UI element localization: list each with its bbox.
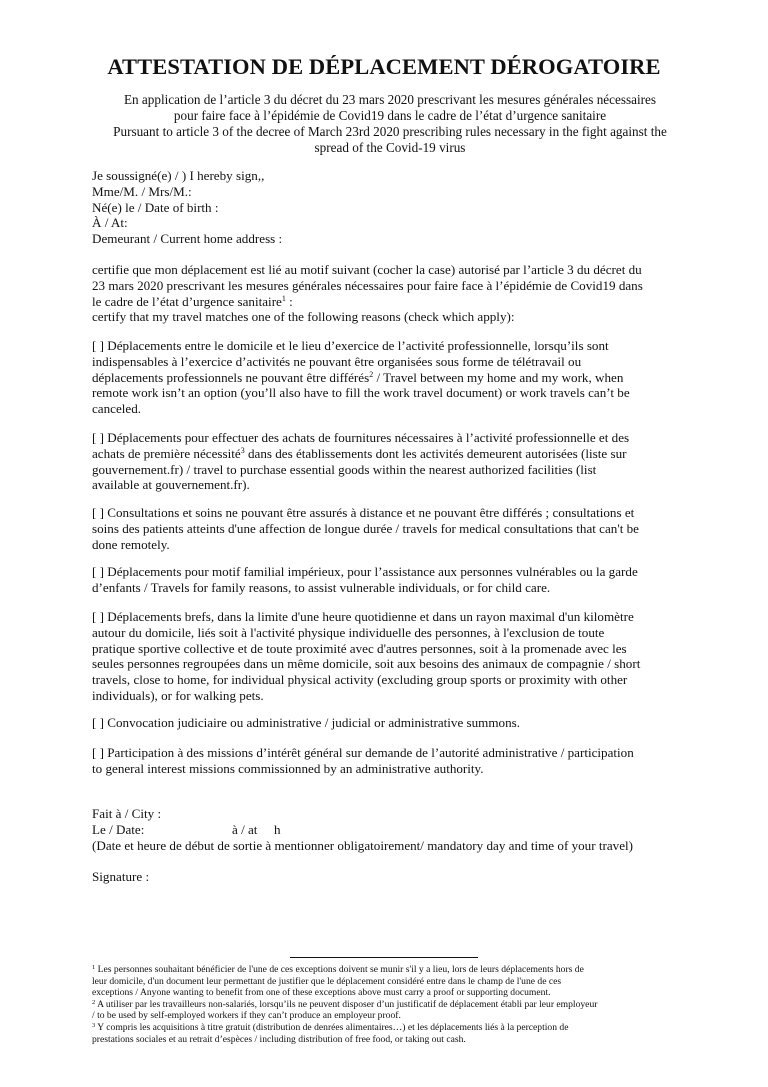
reason-text: done remotely. — [92, 536, 170, 552]
reason-text: Déplacements entre le domicile et le lieu d’exercice de l’activité professionnelle, lorsqu’ils sont — [104, 338, 609, 353]
reason-checkbox[interactable]: [ ] — [92, 564, 104, 579]
birth-place-field[interactable]: À / At: — [92, 215, 128, 231]
certify-line: certifie que mon déplacement est lié au motif suivant (cocher la case) autorisé par l’article 3 du décret du — [92, 262, 642, 277]
reason-text: individuals), or for walking pets. — [92, 687, 264, 703]
time-field[interactable]: à / at — [232, 821, 258, 837]
reason-text: seules personnes regroupées dans un même domicile, soit aux besoins des animaux de compagnie / short — [92, 656, 641, 672]
date-field[interactable]: Le / Date: — [92, 821, 145, 837]
reason-text: canceled. — [92, 401, 142, 417]
identity-block — [92, 168, 688, 247]
reason-checkbox[interactable]: [ ] — [92, 505, 104, 520]
name-field[interactable]: Mme/M. / Mrs/M.: — [92, 183, 192, 199]
intro-line: Pursuant to article 3 of the decree of March 23rd 2020 prescribing rules necessary in the fight against the — [113, 124, 667, 139]
footnote-text: leur domicile, d'un document leur permettant de justifier que le déplacement considéré entre dans le champ de l'une de ces — [92, 975, 562, 987]
reason-text: soins des patients atteints d'une affection de longue durée / travels for medical consultations that can't be — [92, 520, 639, 536]
footnote-marker: 1 — [92, 964, 96, 971]
certify-line: 23 mars 2020 prescrivant les mesures générales nécessaires pour faire face à l’épidémie de Covid19 dans — [92, 277, 643, 293]
reason-text: d’enfants / Travels for family reasons, to assist vulnerable individuals, or for child care. — [92, 579, 551, 595]
reason-text: travels, close to home, for individual physical activity (excluding group sports or proximity with other — [92, 672, 628, 688]
reason-exercise — [92, 609, 688, 704]
footnote-text: / to be used by self-employed workers if they can’t produce an employeur proof. — [92, 1010, 401, 1022]
reason-text: déplacements professionnels ne pouvant être différés — [92, 369, 370, 385]
reason-text: indispensables à l’exercice d’activités ne pouvant être organisées sous forme de télétravail ou — [92, 353, 582, 369]
reason-text: pratique sportive collective et de toute proximité avec d'autres personnes, soit à la promenade avec les — [92, 640, 627, 656]
footnote-text: prestations sociales et au retrait d’espèces / including distribution of free food, or taking out cash. — [92, 1033, 466, 1045]
footnote-ref: 1 — [281, 293, 286, 303]
certify-line-text: le cadre de l’état d’urgence sanitaire — [92, 293, 282, 309]
footnote-text: exceptions / Anyone wanting to benefit from one of these exceptions above must carry a proof or supporting document. — [92, 987, 551, 999]
reason-checkbox[interactable]: [ ] — [92, 338, 104, 353]
reason-medical — [92, 505, 688, 552]
reason-family — [92, 564, 688, 596]
intro-line: En application de l’article 3 du décret du 23 mars 2020 prescrivant les mesures générales nécessaires — [123, 92, 657, 107]
reason-checkbox[interactable]: [ ] — [92, 430, 104, 445]
reason-work — [92, 338, 688, 417]
certify-line — [92, 294, 688, 310]
footnotes — [92, 964, 682, 1045]
certify-line-end: : — [285, 293, 293, 309]
reason-checkbox[interactable]: [ ] — [92, 715, 104, 730]
certify-paragraph — [92, 262, 688, 325]
intro-line: spread of the Covid-19 virus — [314, 140, 466, 155]
reason-text: / Travel between my home and my work, when — [373, 369, 624, 385]
reason-text: Consultations et soins ne pouvant être assurés à distance et ne pouvant être différés ; consultations et — [104, 505, 635, 520]
reason-checkbox[interactable]: [ ] — [92, 745, 104, 760]
reason-text: achats de première nécessité — [92, 445, 241, 461]
reason-text: Participation à des missions d’intérêt général sur demande de l’autorité administrative / participation — [104, 745, 634, 760]
reason-purchases — [92, 430, 688, 493]
mandatory-note: (Date et heure de début de sortie à mentionner obligatoirement/ mandatory day and time of your travel) — [92, 837, 634, 853]
city-field[interactable]: Fait à / City : — [92, 806, 162, 821]
closing-block — [92, 806, 688, 885]
date-time-row — [92, 822, 688, 838]
footnote-ref: 3 — [240, 445, 245, 455]
signature-field[interactable]: Signature : — [92, 869, 150, 885]
footnote-marker: 2 — [92, 998, 96, 1006]
footnote-text: A utiliser par les travailleurs non-salariés, lorsqu’ils ne peuvent disposer d’un justificatif de déplacement établi par leur employeur — [95, 998, 598, 1010]
reason-text: gouvernement.fr) / travel to purchase essential goods within the nearest authorized facilities (list — [92, 461, 597, 477]
footnote-divider — [290, 957, 478, 958]
footnote-ref: 2 — [369, 369, 374, 379]
reason-text: Déplacements pour effectuer des achats de fournitures nécessaires à l’activité professionnelle et des — [104, 430, 630, 445]
footnote-marker: 3 — [92, 1021, 96, 1029]
reason-checkbox[interactable]: [ ] — [92, 609, 104, 624]
footnote-text: Les personnes souhaitant bénéficier de l'une de ces exceptions doivent se munir s'il y a lieu, lors de leurs déplacements hors de — [95, 964, 584, 975]
signer-field[interactable]: Je soussigné(e) / ) I hereby sign,, — [92, 168, 265, 183]
intro-paragraph — [90, 92, 690, 156]
reason-text: dans des établissements dont les activités demeurent autorisées (liste sur — [244, 445, 627, 461]
address-field[interactable]: Demeurant / Current home address : — [92, 231, 283, 247]
reason-text: to general interest missions commissionned by an administrative authority. — [92, 760, 484, 776]
certify-english: certify that my travel matches one of the following reasons (check which apply): — [92, 309, 515, 325]
reason-text: remote work isn’t an option (you’ll also have to fill the work travel document) or work travels can’t be — [92, 385, 630, 401]
document-title: ATTESTATION DE DÉPLACEMENT DÉROGATOIRE — [107, 54, 661, 79]
reason-text: Convocation judiciaire ou administrative / judicial or administrative summons. — [104, 715, 521, 730]
reason-text: autour du domicile, liés soit à l'activité physique individuelle des personnes, à l'exclusion de toute — [92, 624, 605, 640]
hour-label: h — [274, 821, 281, 837]
reason-missions — [92, 745, 688, 777]
birth-date-field[interactable]: Né(e) le / Date of birth : — [92, 199, 219, 215]
reason-summons — [92, 715, 688, 731]
intro-line: pour faire face à l’épidémie de Covid19 dans le cadre de l’état d’urgence sanitaire — [173, 108, 607, 123]
reason-text: available at gouvernement.fr). — [92, 477, 250, 493]
reason-text: Déplacements pour motif familial impérieux, pour l’assistance aux personnes vulnérables ou la garde — [104, 564, 638, 579]
footnote-text: Y compris les acquisitions à titre gratuit (distribution de denrées alimentaires…) et les déplacements liés à la perception de — [95, 1021, 569, 1033]
reason-text: Déplacements brefs, dans la limite d'une heure quotidienne et dans un rayon maximal d'un kilomètre — [104, 609, 634, 624]
